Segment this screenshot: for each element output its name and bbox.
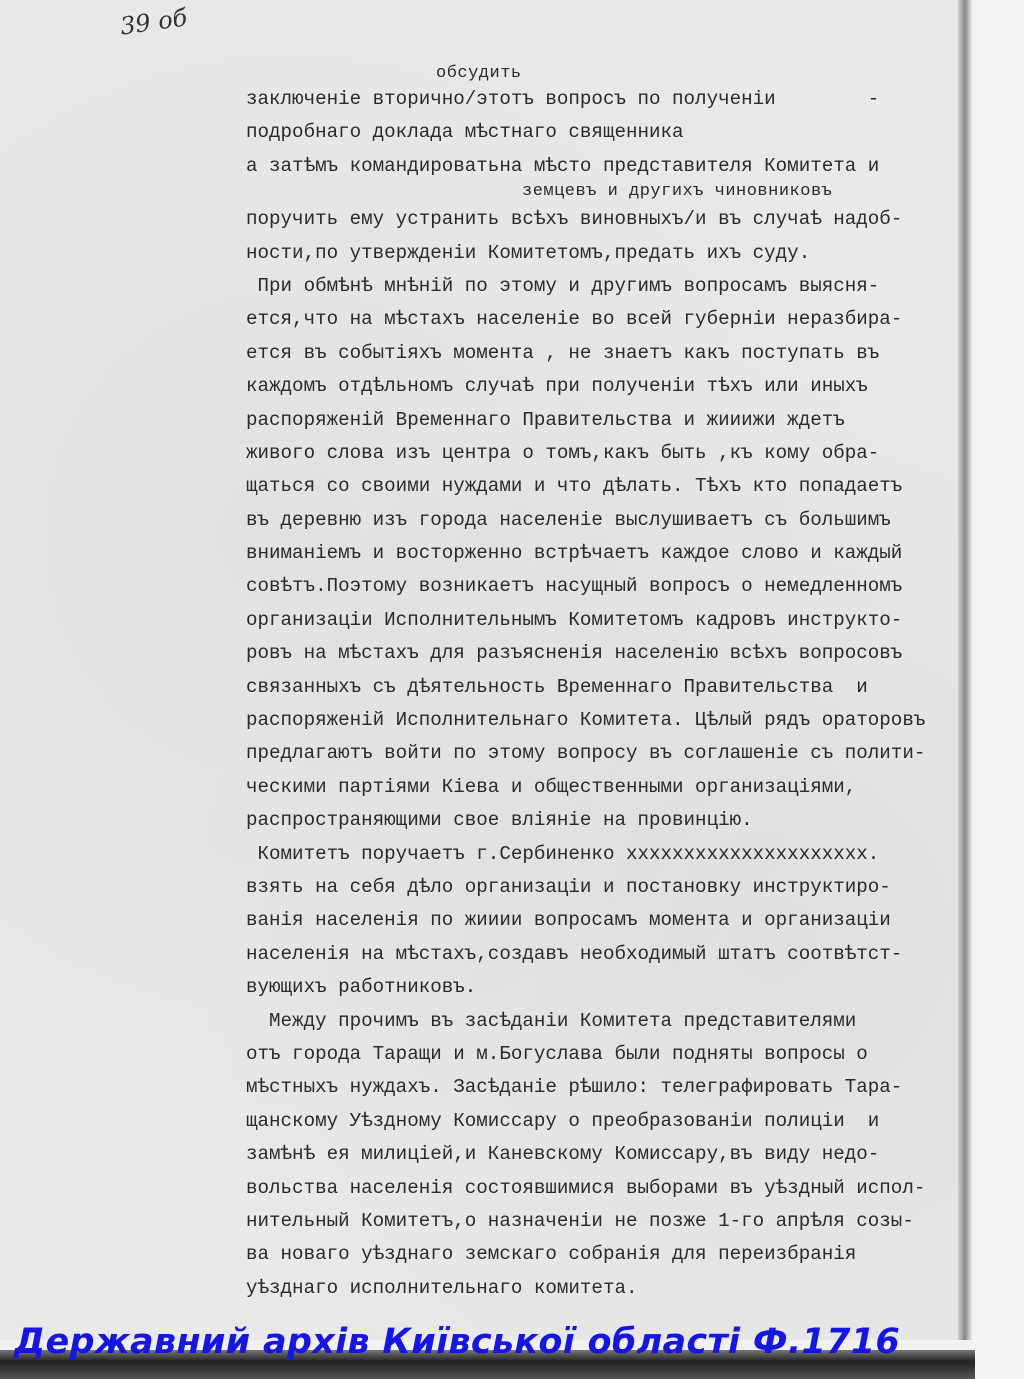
inserted-word: обсудить [436,64,522,83]
text-line: ется въ событіяхъ момента , не знаетъ какъ поступать въ [246,341,880,364]
text-line: ва новаго уѣзднаго земскаго собранія для переизбранія [246,1243,857,1266]
typed-text-body [246,66,951,1310]
text-line: вниманіемъ и восторженно встрѣчаетъ каждое слово и каждый [246,542,903,565]
text-line: населенія на мѣстахъ,создавъ необходимый штатъ соотвѣтст- [246,942,903,965]
text-line: мѣстныхъ нуждахъ. Засѣданіе рѣшило: телеграфировать Тара- [246,1076,903,1099]
text-line: ровъ на мѣстахъ для разъясненія населенію всѣхъ вопросовъ [246,642,903,665]
text-line: совѣтъ.Поэтому возникаетъ насущный вопросъ о немедленномъ [246,575,903,598]
text-line: связанныхъ съ дѣятельность Временнаго Правительства и [246,675,868,698]
text-line: отъ города Таращи и м.Богуслава были подняты вопросы о [246,1042,868,1065]
text-line: распоряженій Исполнительнаго Комитета. Цѣлый рядъ ораторовъ [246,709,926,732]
text-line: вующихъ работниковъ. [246,976,477,999]
text-line: ности,по утвержденіи Комитетомъ,предать ихъ суду. [246,241,811,264]
background [972,0,1024,1379]
handwritten-page-number: 39 об [118,3,189,41]
text-line: уѣзднаго исполнительнаго комитета. [246,1276,638,1299]
text-line: При обмѣнѣ мнѣній по этому и другимъ вопросамъ выясня- [246,274,880,297]
text-line: а затѣмъ командироватьна мѣсто представителя Комитета и [246,154,880,177]
text-line: въ деревню изъ города населеніе выслушиваетъ съ большимъ [246,508,891,531]
text-line: заключеніе вторично/этотъ вопросъ по полученіи - [246,88,880,110]
text-line: Комитетъ поручаетъ г.Сербиненко xxxxxxxxxxxxxxxxxxxxx. [246,842,880,865]
text-line: щаться со своими нуждами и что дѣлать. Тѣхъ кто попадаетъ [246,475,903,498]
inserted-phrase: земцевъ и другихъ чиновниковъ [522,182,833,201]
text-line: ческими партіями Кіева и общественными организаціями, [246,775,857,798]
text-line: взять на себя дѣло организаціи и постановку инструктиро- [246,875,891,898]
archive-watermark: Державний архів Київської області Ф.1716 [14,1322,901,1362]
text-line: подробнаго доклада мѣстнаго священника [246,121,684,144]
page-edge [958,0,972,1340]
text-line: распространяющими свое вліяніе на провинцію. [246,809,753,832]
text-line: замѣнѣ ея милиціей,и Каневскому Комиссару,въ виду недо- [246,1143,880,1166]
text-line: ется,что на мѣстахъ населеніе во всей губерніи неразбира- [246,308,903,331]
text-line: нительный Комитетъ,о назначеніи не позже 1-го апрѣля созы- [246,1209,914,1232]
text-line: поручить ему устранить всѣхъ виновныхъ/и въ случаѣ надоб- [246,208,903,231]
text-line: Между прочимъ въ засѣданіи Комитета представителями [246,1009,857,1032]
text-line: организаціи Исполнительнымъ Комитетомъ кадровъ инструкто- [246,608,903,631]
text-line: предлагаютъ войти по этому вопросу въ соглашеніе съ полити- [246,742,926,765]
text-line: живого слова изъ центра о томъ,какъ быть ,къ кому обра- [246,441,880,464]
text-line: щанскому Уѣздному Комиссару о преобразованіи полиціи и [246,1109,880,1132]
text-line: вольства населенія состоявшимися выборами въ уѣздный испол- [246,1176,926,1199]
text-line: ванія населенія по жииии вопросамъ момента и организаціи [246,909,891,932]
text-line: каждомъ отдѣльномъ случаѣ при полученіи тѣхъ или иныхъ [246,375,868,398]
text-line: распоряженій Временнаго Правительства и жииижи ждетъ [246,408,845,431]
